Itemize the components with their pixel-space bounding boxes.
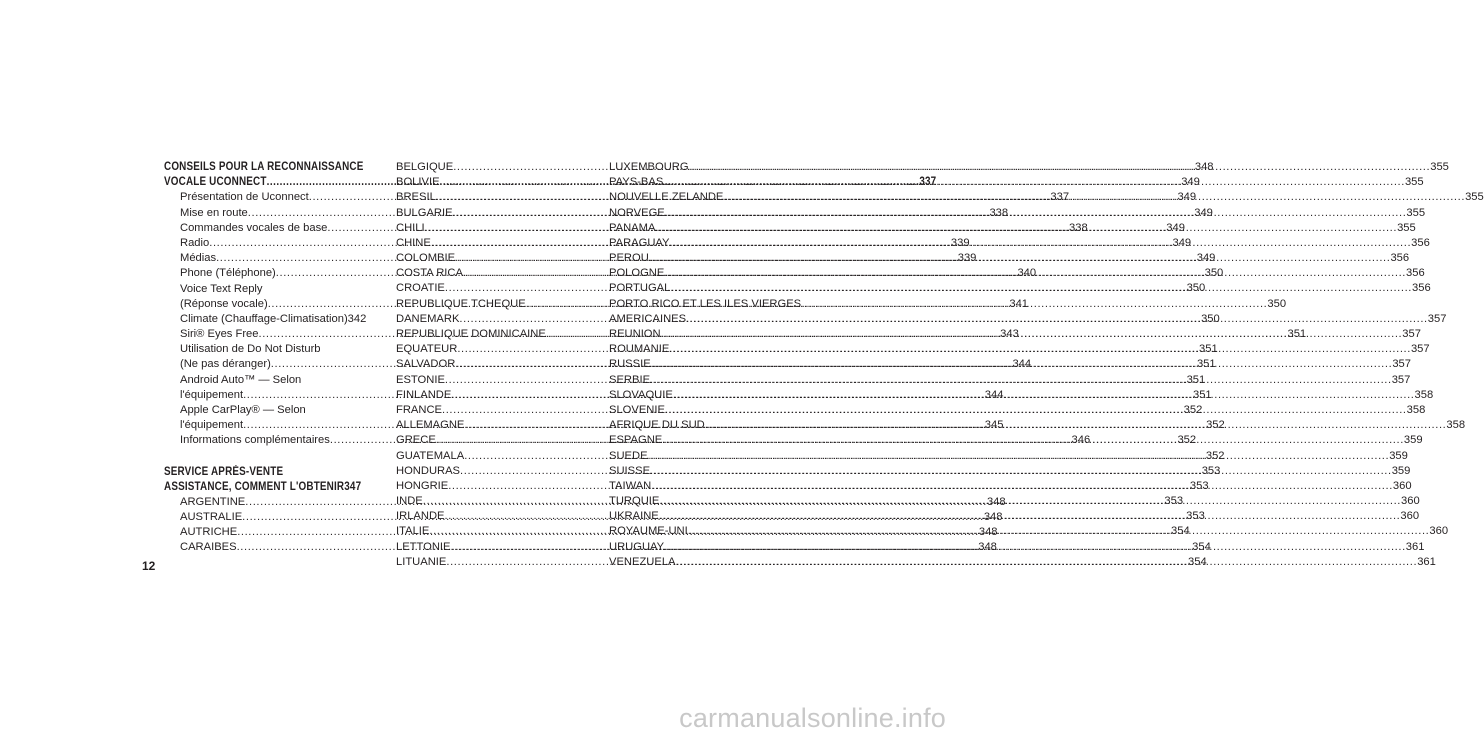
toc-page-number: 338 <box>1069 221 1088 234</box>
toc-entry-title: HONDURAS <box>396 464 461 477</box>
toc-page-number: 345 <box>984 419 1004 432</box>
section-heading: SERVICE APRÈS-VENTE <box>164 465 284 478</box>
toc-entry-title: REUNION <box>609 328 661 341</box>
leader-dots <box>689 160 1431 175</box>
toc-entry-title: LETTONIE <box>396 540 451 553</box>
toc-entry-title: LUXEMBOURG <box>609 160 689 173</box>
toc-entry-title: AFRIQUE DU SUD <box>609 419 705 432</box>
toc-page-number: 359 <box>1389 449 1408 462</box>
toc-page-number: 342 <box>347 312 367 325</box>
leader-dots <box>649 251 1391 266</box>
toc-page-number: 341 <box>1009 297 1029 310</box>
toc-entry-title: SLOVENIE <box>609 403 665 416</box>
leader-dots <box>659 509 1401 524</box>
toc-page-number: 356 <box>1406 267 1425 280</box>
toc-entry-title: CHINE <box>396 236 431 249</box>
toc-page-number: 351 <box>1186 373 1206 386</box>
toc-page-number: 358 <box>1406 403 1426 416</box>
leader-dots <box>723 190 1465 205</box>
toc-page-number: 361 <box>1405 540 1425 553</box>
toc-entry-title: VENEZUELA <box>609 555 676 568</box>
toc-entry <box>164 312 367 327</box>
toc-entry-title: SERBIE <box>609 373 651 386</box>
toc-page-number: 351 <box>1196 358 1216 371</box>
toc-entry-title: TURQUIE <box>609 495 660 508</box>
toc-entry-title: URUGUAY <box>609 540 665 553</box>
leader-dots <box>669 342 1411 357</box>
toc-page-number: 348 <box>1194 160 1214 173</box>
toc-entry-title: BOLIVIE <box>396 176 440 189</box>
toc-entry-title: IRLANDE <box>396 510 445 523</box>
toc-entry-title: ROYAUME-UNI <box>609 525 688 538</box>
toc-page-number: 357 <box>1402 328 1421 341</box>
toc-page-number: 359 <box>1403 434 1423 447</box>
toc-entry-title: AUSTRALIE <box>180 511 243 524</box>
toc-page-number: 356 <box>1390 252 1410 265</box>
toc-page-number: 353 <box>1189 479 1209 492</box>
toc-entry-title: PEROU <box>609 252 649 265</box>
toc-entry-title: l'équipement <box>180 388 244 401</box>
toc-entry-title: PAYS-BAS <box>609 176 664 189</box>
toc-page-number: 352 <box>1206 419 1225 432</box>
leader-dots <box>651 479 1393 494</box>
watermark: carmanualsonline.info <box>679 703 946 733</box>
leader-dots <box>655 221 1397 236</box>
toc-entry-title: ASSISTANCE, COMMENT L'OBTENIR <box>164 480 345 493</box>
toc-page-number: 360 <box>1401 495 1420 508</box>
toc-entry-title: Informations complémentaires <box>180 434 330 447</box>
toc-page-number: 350 <box>1186 282 1206 295</box>
toc-entry-title: COLOMBIE <box>396 252 456 265</box>
leader-dots <box>650 464 1392 479</box>
toc-entry-title: ROUMANIE <box>609 343 670 356</box>
leader-dots <box>670 281 1412 296</box>
toc-page-number: 347 <box>344 480 362 493</box>
leader-dots <box>650 373 1392 388</box>
toc-page-number: 349 <box>1181 176 1200 189</box>
toc-entry-title: ITALIE <box>396 525 430 538</box>
toc-entry-title: DANEMARK <box>396 312 460 325</box>
toc-entry-title: PANAMA <box>609 221 656 234</box>
page-number: 12 <box>142 559 156 573</box>
toc-entry-title: CROATIE <box>396 282 445 295</box>
toc-page-number: 355 <box>1465 191 1484 204</box>
leader-dots <box>659 494 1401 509</box>
leader-dots <box>688 524 1430 539</box>
toc-page-number: 350 <box>1204 267 1224 280</box>
toc-entry-title: PORTUGAL <box>609 282 671 295</box>
toc-entry-title: POLOGNE <box>609 267 665 280</box>
toc-entry-title: GRECE <box>396 434 436 447</box>
toc-page-number: 349 <box>1172 236 1192 249</box>
toc-page-number: 349 <box>1166 221 1185 234</box>
toc-page-number: 344 <box>984 388 1004 401</box>
toc-page-number: 353 <box>1201 464 1221 477</box>
toc-entry-title: ESPAGNE <box>609 434 663 447</box>
toc-page-number: 349 <box>1177 191 1197 204</box>
toc-entry-title: EQUATEUR <box>396 343 458 356</box>
toc-page-number: 343 <box>1000 328 1019 341</box>
toc-page-number: 357 <box>1427 312 1447 325</box>
toc-entry-title: Siri® Eyes Free <box>180 328 259 341</box>
toc-page-number: 355 <box>1397 221 1416 234</box>
toc-entry-title: REPUBLIQUE TCHEQUE <box>396 297 526 310</box>
toc-page-number: 359 <box>1391 464 1411 477</box>
toc-entry-title: FRANCE <box>396 403 442 416</box>
toc-entry-text: Voice Text Reply <box>180 282 263 295</box>
toc-entry-title: GUATEMALA <box>396 449 465 462</box>
toc-page-number: 357 <box>1392 358 1411 371</box>
leader-dots <box>673 388 1415 403</box>
toc-page-number: 349 <box>1194 206 1213 219</box>
toc-page-number: 350 <box>1267 297 1287 310</box>
leader-dots <box>676 555 1418 570</box>
toc-page-number: 356 <box>1412 282 1431 295</box>
toc-page-number: 361 <box>1417 555 1436 568</box>
leader-dots <box>705 418 1447 433</box>
toc-page-number: 354 <box>1192 540 1211 553</box>
toc-entry-title: Médias <box>180 252 217 265</box>
toc-page-number: 352 <box>1183 403 1203 416</box>
toc-entry-title: CHILI <box>396 221 425 234</box>
toc-page-number: 355 <box>1404 176 1424 189</box>
toc-entry-title: Climate (Chauffage-Climatisation) <box>180 312 348 325</box>
toc-page-number: 350 <box>1201 312 1220 325</box>
toc-entry-title: NOUVELLE ZELANDE <box>609 191 724 204</box>
toc-entry-title: BRESIL <box>396 191 436 204</box>
toc-entry-title: Phone (Téléphone) <box>180 267 276 280</box>
toc-page-number: 360 <box>1392 479 1412 492</box>
toc-entry-title: SLOVAQUIE <box>609 388 673 401</box>
toc-page-number: 354 <box>1188 555 1207 568</box>
toc-page-number: 360 <box>1400 510 1420 523</box>
toc-page-number: 348 <box>978 541 997 554</box>
toc-entry-title: INDE <box>396 495 423 508</box>
toc-entry-title: Commandes vocales de base <box>180 221 328 234</box>
toc-entry-title: Radio <box>180 236 210 249</box>
toc-entry-title: SALVADOR <box>396 358 456 371</box>
toc-page-number: 338 <box>989 206 1009 219</box>
toc-entry-title: NORVEGE <box>609 206 665 219</box>
toc-page-number: 348 <box>983 511 1003 524</box>
toc-entry-text: Android Auto™ — Selon <box>180 373 302 386</box>
leader-dots <box>664 540 1406 555</box>
toc-page-number: 353 <box>1164 495 1184 508</box>
leader-dots <box>665 403 1407 418</box>
toc-page-number: 352 <box>1205 449 1225 462</box>
toc-page-number: 351 <box>1199 343 1218 356</box>
leader-dots <box>651 357 1393 372</box>
section-gap <box>164 449 361 465</box>
toc-page-number: 358 <box>1414 388 1434 401</box>
toc-page-number: 352 <box>1177 434 1197 447</box>
toc-entry-title: ARGENTINE <box>180 495 246 508</box>
section-heading-entry <box>164 480 361 495</box>
toc-entry-title: ESTONIE <box>396 373 445 386</box>
toc-entry-title: RUSSIE <box>609 358 651 371</box>
toc-page-number: 355 <box>1406 206 1426 219</box>
leader-dots <box>664 266 1406 281</box>
toc-entry-title: (Ne pas déranger) <box>180 358 271 371</box>
toc-page-number: 358 <box>1446 419 1466 432</box>
leader-dots <box>686 312 1428 327</box>
toc-entry-title: Mise en route <box>180 206 248 219</box>
toc-entry-title: FINLANDE <box>396 388 452 401</box>
section-heading: CONSEILS POUR LA RECONNAISSANCE <box>164 161 364 173</box>
toc-entry-title: REPUBLIQUE DOMINICAINE <box>396 328 546 341</box>
toc-entry-title: AMERICAINES <box>609 312 687 325</box>
toc-entry-title: BULGARIE <box>396 206 453 219</box>
toc-page-number: 337 <box>1050 191 1070 204</box>
toc-page-number: 339 <box>950 236 970 249</box>
toc-entry-title: Présentation de Uconnect <box>180 191 309 204</box>
toc-entry-title: ALLEMAGNE <box>396 419 465 432</box>
toc-page-number: 360 <box>1429 525 1449 538</box>
leader-dots <box>648 449 1390 464</box>
leader-dots <box>661 327 1403 342</box>
toc-entry-text: Apple CarPlay® — Selon <box>180 404 306 416</box>
toc-entry-title: CARAIBES <box>180 541 237 554</box>
toc-entry-text: PORTO RICO ET LES ILES VIERGES <box>609 297 802 310</box>
toc-page-number: 348 <box>978 526 998 539</box>
leader-dots <box>670 236 1412 251</box>
toc-entry-title: BELGIQUE <box>396 160 454 173</box>
leader-dots <box>665 206 1407 221</box>
toc-entry-title: SUISSE <box>609 464 651 477</box>
toc-entry-title: AUTRICHE <box>180 526 238 539</box>
leader-dots <box>663 175 1405 190</box>
toc-entry-title: VOCALE UCONNECT <box>164 176 267 189</box>
toc-entry-title: TAIWAN <box>609 479 652 492</box>
toc-page-number: 340 <box>1017 267 1037 280</box>
toc-entry-title: COSTA RICA <box>396 267 463 280</box>
toc-page-number: 357 <box>1391 373 1411 386</box>
toc-entry-title: SUEDE <box>609 449 648 462</box>
toc-entry-title: PARAGUAY <box>609 236 670 249</box>
toc-page-number: 351 <box>1287 328 1307 341</box>
toc-page-number: 357 <box>1410 343 1430 356</box>
toc-page-number: 353 <box>1186 510 1205 523</box>
leader-dots <box>662 433 1404 448</box>
toc-entry-title: (Réponse vocale) <box>180 297 268 310</box>
toc-page-number: 346 <box>1071 434 1091 447</box>
toc-page-number: 354 <box>1171 525 1190 538</box>
toc-page-number: 344 <box>1012 358 1032 371</box>
toc-page-number: 348 <box>986 495 1006 508</box>
toc-entry-title: UKRAINE <box>609 510 659 523</box>
toc-entry-text: Utilisation de Do Not Disturb <box>180 343 321 356</box>
toc-page-number: 355 <box>1430 160 1449 173</box>
toc-page-number: 351 <box>1192 388 1212 401</box>
toc-page-number: 356 <box>1411 236 1430 249</box>
toc-entry-title: l'équipement <box>180 419 244 432</box>
toc-page-number: 337 <box>919 176 937 189</box>
toc-page-number: 349 <box>1196 252 1216 265</box>
toc-entry-title: HONGRIE <box>396 479 449 492</box>
toc-entry-title: LITUANIE <box>396 555 447 568</box>
toc-page-number: 339 <box>957 252 977 265</box>
